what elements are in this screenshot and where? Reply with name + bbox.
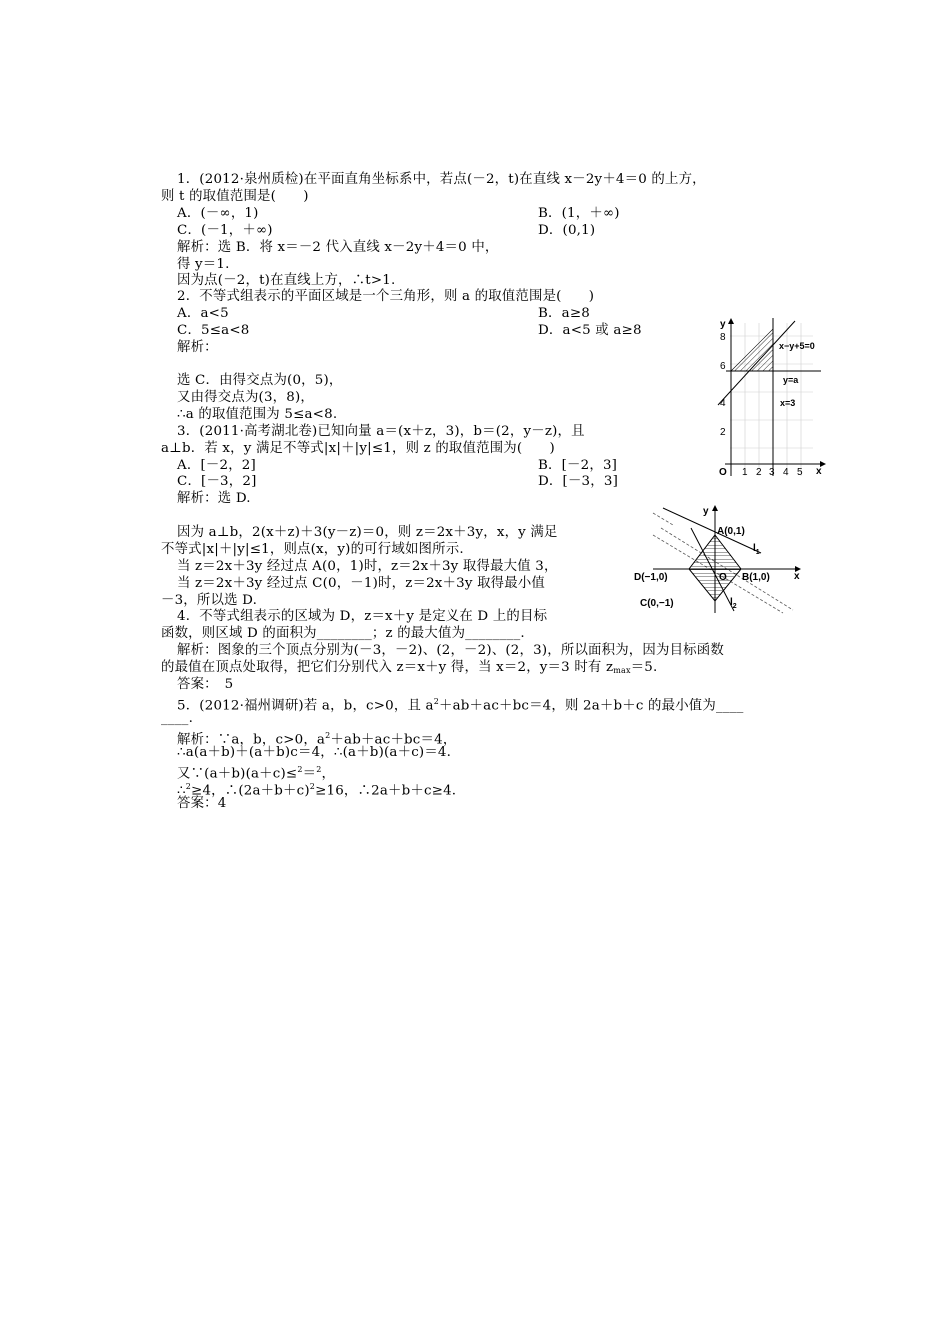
problem-1-option-d: D．(0,1): [538, 223, 596, 238]
problem-2-solution-1: 选 C．由得交点为(0，5)，: [177, 373, 343, 388]
problem-1-option-a: A．(－∞，1): [177, 206, 259, 221]
figure-problem-3-region: [633, 503, 813, 615]
problem-4-solution-1: 解析：图象的三个顶点分别为(－3，－2)、(2，－2)、(2，3)，所以面积为，因为目标函数: [177, 643, 724, 658]
problem-2-option-d: D．a<5 或 a≥8: [538, 323, 642, 338]
x-tick-5: 5: [797, 467, 803, 478]
problem-5-line-1: 5．(2012·福州调研)若 a，b，c>0，且 $a^2+ab+ac+bc=4$，则 2a＋b＋c 的最小值为____: [177, 697, 744, 714]
problem-5-answer: 答案：4: [177, 796, 227, 811]
x-tick-3: 3: [769, 467, 775, 478]
line-y-a-label: y=a: [783, 375, 799, 385]
problem-3-line-2: a⊥b．若 x，y 满足不等式|x|＋|y|≤1，则 z 的取值范围为( ): [161, 441, 555, 456]
problem-5-solution-4: ∴$^2$≥4，$\therefore(2a+b+c)^2\ge 16$，∴2a＋b＋c≥4.: [177, 782, 457, 799]
superscript-2: 2: [325, 731, 331, 740]
x-axis-label: x: [794, 571, 800, 582]
superscript-2: 2: [316, 765, 322, 774]
y-tick-6: 6: [720, 361, 726, 372]
point-d-label: D(−1,0): [634, 572, 668, 583]
problem-3-solution-3: 当 z＝2x＋3y 经过点 A(0，1)时，z＝2x＋3y 取得最大值 3，: [177, 559, 558, 574]
problem-1-option-b: B．(1，＋∞): [538, 206, 620, 221]
line-x-y-5-label: x−y+5=0: [779, 341, 815, 351]
problem-3-option-d: D．[－3，3]: [538, 474, 618, 489]
y-axis-label: y: [703, 506, 709, 517]
shaded-triangle: [731, 329, 773, 371]
point-a-label: A(0,1): [717, 526, 745, 537]
problem-5-solution-2: ∴a(a＋b)＋(a＋b)c＝4，∴(a＋b)(a＋c)＝4.: [177, 745, 452, 760]
superscript-2: 2: [185, 782, 192, 791]
problem-2-option-a: A．a<5: [177, 306, 229, 321]
x-tick-1: 1: [742, 467, 748, 478]
problem-3-option-a: A．[－2，2]: [177, 458, 256, 473]
problem-1-solution-2: 得 y＝1.: [177, 257, 230, 272]
problem-3-line-1: 3．(2011·高考湖北卷)已知向量 a＝(x＋z，3)，b＝(2，y－z)，且: [177, 424, 585, 439]
line-l2-label: $l_2$: [730, 597, 737, 610]
y-tick-8: 8: [720, 332, 726, 343]
line-l1-label: $l_1$: [753, 543, 760, 556]
problem-1-solution-1: 解析：选 B．将 x＝－2 代入直线 x－2y＋4＝0 中，: [177, 240, 499, 255]
superscript-2: 2: [433, 697, 439, 706]
problem-1-line-1: 1．(2012·泉州质检)在平面直角坐标系中，若点(－2，t)在直线 x－2y＋4＝0 的上方，: [177, 172, 706, 187]
problem-2-line-1: 2．不等式组表示的平面区域是一个三角形，则 a 的取值范围是( ): [177, 289, 595, 304]
problem-3-solution-label: 解析：选 D.: [177, 491, 251, 506]
x-tick-2: 2: [756, 467, 762, 478]
x-tick-4: 4: [783, 467, 789, 478]
problem-4-solution-2: 的最值在顶点处取得，把它们分别代入 z＝x＋y 得，当 x＝2，y＝3 时有 $z_{max}=5$.: [161, 660, 658, 675]
problem-4-line-2: 函数，则区域 D 的面积为________；z 的最大值为________.: [161, 626, 525, 641]
problem-4-line-1: 4．不等式组表示的区域为 D，z＝x＋y 是定义在 D 上的目标: [177, 609, 548, 624]
x-axis-label: x: [816, 466, 822, 477]
origin-label: O: [719, 572, 727, 583]
problem-3-option-c: C．[－3，2]: [177, 474, 257, 489]
problem-2-option-c: C．5≤a<8: [177, 323, 250, 338]
problem-1-solution-3: 因为点(－2，t)在直线上方，∴t>1.: [177, 273, 396, 288]
y-axis-label: y: [720, 319, 726, 330]
dashed-line-3: [653, 513, 673, 525]
origin-label: O: [719, 467, 727, 478]
y-tick-4: 4: [720, 398, 726, 409]
problem-3-option-b: B．[－2，3]: [538, 458, 618, 473]
superscript-2: 2: [297, 765, 303, 774]
problem-2-solution-3: ∴a 的取值范围为 5≤a<8.: [177, 407, 338, 422]
problem-5-line-2: ____.: [161, 711, 194, 726]
point-c-label: C(0,−1): [640, 598, 674, 609]
problem-3-solution-4: 当 z＝2x＋3y 经过点 C(0，－1)时，z＝2x＋3y 取得最小值: [177, 576, 546, 591]
point-b-label: B(1,0): [742, 572, 770, 583]
problem-3-solution-2: 不等式|x|＋|y|≤1，则点(x，y)的可行域如图所示.: [161, 542, 464, 557]
problem-2-option-b: B．a≥8: [538, 306, 590, 321]
y-tick-2: 2: [720, 427, 726, 438]
problem-3-solution-1: 因为 a⊥b，2(x＋z)＋3(y－z)＝0，则 z＝2x＋3y，x，y 满足: [177, 525, 558, 540]
problem-5-solution-3: 又∵(a＋b)(a＋c)≤$^2$＝$^2$，: [177, 765, 336, 782]
superscript-2: 2: [309, 782, 316, 791]
problem-2-solution-2: 又由得交点为(3，8)，: [177, 390, 315, 405]
problem-1-line-2: 则 t 的取值范围是( ): [161, 189, 309, 204]
subscript-max: max: [613, 666, 631, 675]
problem-5-solution-1: 解析：∵a，b，c>0，$a^2+ab+ac+bc=4$，: [177, 731, 457, 748]
problem-4-answer: 答案： 5: [177, 677, 234, 692]
line-x-3-label: x=3: [780, 398, 796, 408]
problem-2-solution-label: 解析：: [177, 340, 218, 355]
line-x-y-5: [718, 321, 795, 405]
problem-1-option-c: C．(－1，＋∞): [177, 223, 273, 238]
problem-3-solution-5: －3，所以选 D.: [161, 593, 258, 608]
figure-problem-2-region: [713, 313, 830, 483]
